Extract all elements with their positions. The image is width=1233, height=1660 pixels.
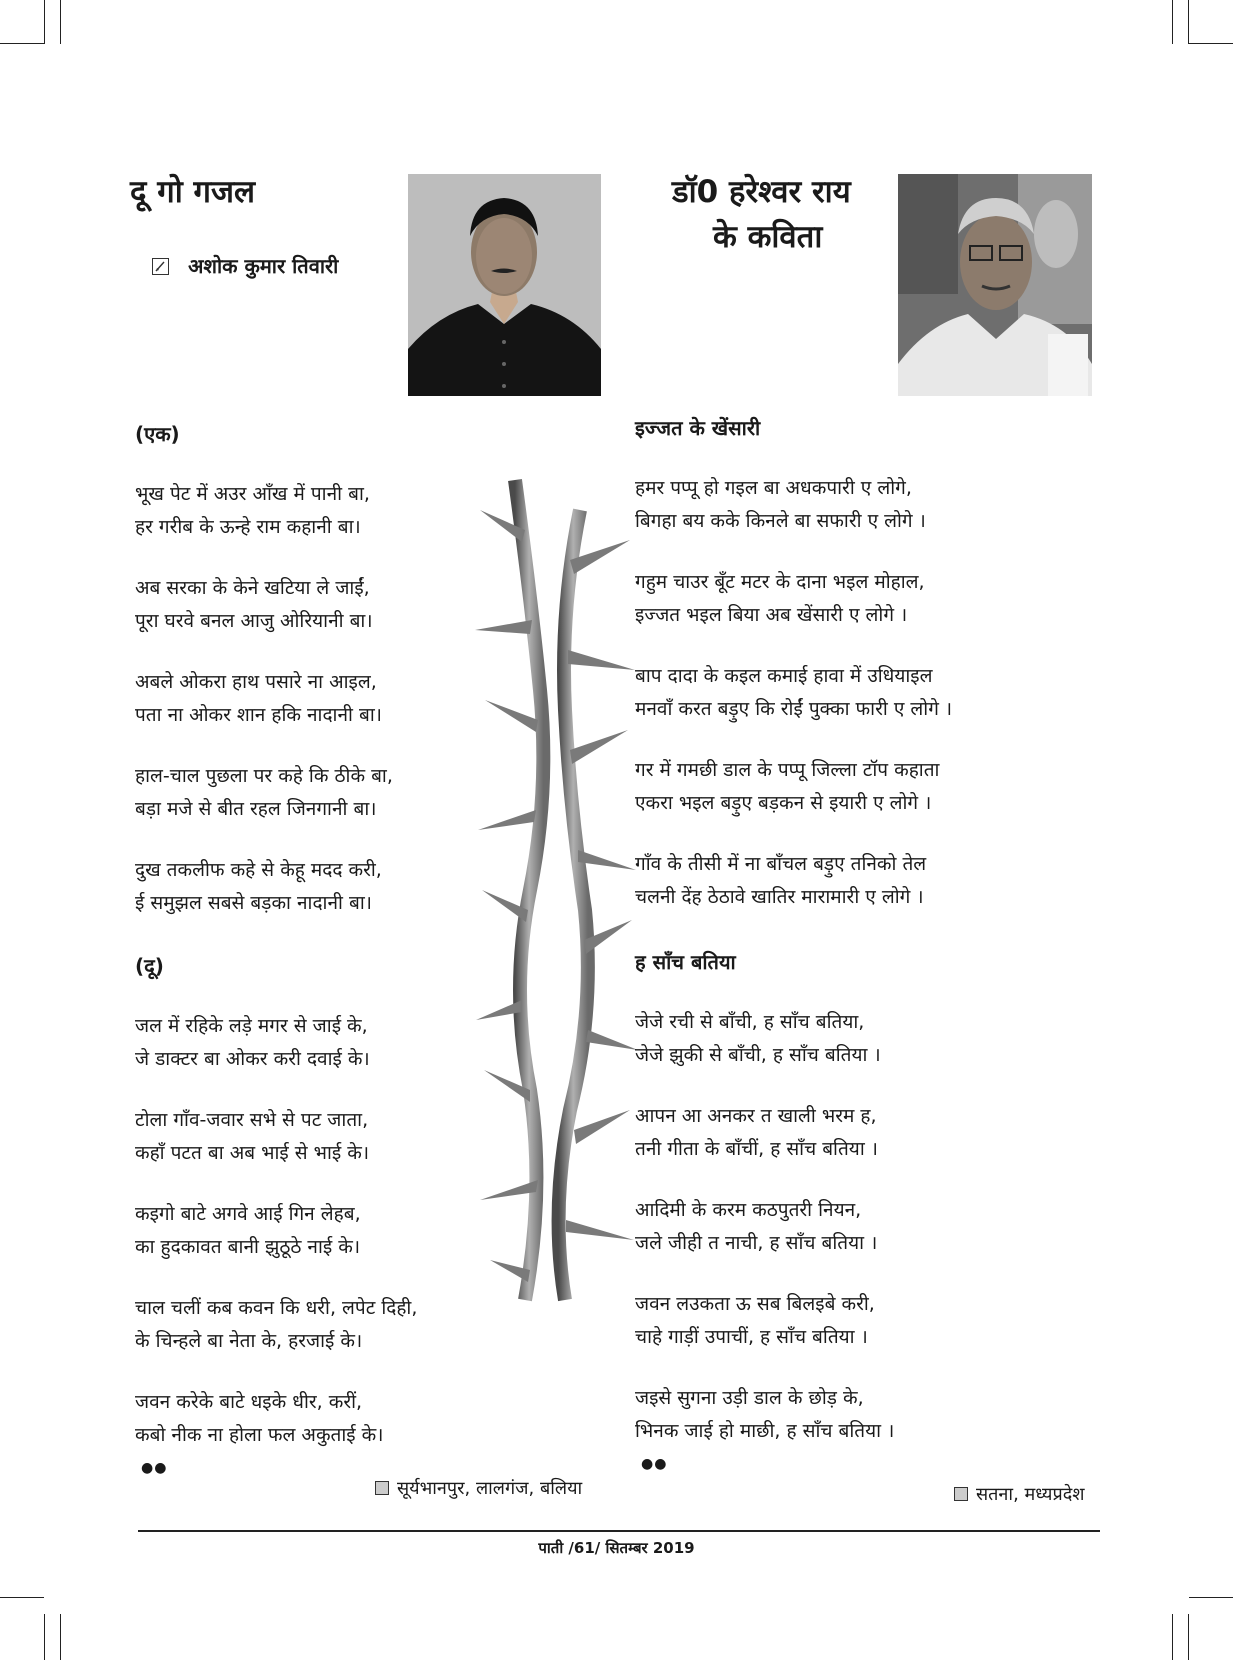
left-section2-label: (दू) (135, 954, 164, 978)
left-stanza (135, 1104, 369, 1170)
left-stanza (135, 572, 373, 638)
footer-rule (138, 1530, 1100, 1532)
verse-line-last (135, 1419, 383, 1485)
left-stanza (135, 1386, 383, 1485)
verse-line: कहाँ पटत बा अब भाई से भाई के। (135, 1142, 370, 1164)
left-author-photo (408, 174, 601, 396)
verse-line: चाल चलीं कब कवन कि धरी, लपेट दिही, (135, 1297, 418, 1319)
poem1-title: इज्जत के खेंसारी (635, 416, 761, 440)
right-title-line1: डॉ0 हरेश्वर राय (672, 174, 851, 210)
right-stanza (635, 1006, 881, 1072)
left-stanza (135, 1010, 370, 1076)
verse-line: जवन लउकता ऊ सब बिलइबे करी, (635, 1293, 875, 1315)
verse-line: का हुदकावत बानी झुठूठे नाई के। (135, 1236, 361, 1258)
left-stanza (135, 760, 393, 826)
verse-line: जल में रहिके लड़े मगर से जाई के, (135, 1015, 368, 1037)
right-stanza (635, 1194, 877, 1260)
verse-line: अबले ओकरा हाथ पसारे ना आइल, (135, 671, 377, 693)
pen-icon (152, 258, 169, 275)
poem2-title: ह साँच बतिया (635, 950, 736, 974)
left-place-text: सूर्यभानपुर, लालगंज, बलिया (397, 1478, 583, 1499)
left-title: दू गो गजल (130, 174, 256, 210)
left-author: अशोक कुमार तिवारी (188, 254, 339, 278)
left-section1-label: (एक) (135, 422, 180, 446)
verse-line: गाँव के तीसी में ना बाँचल बड़ुए तनिको तेल (635, 853, 927, 875)
verse-line: आपन आ अनकर त खाली भरम ह, (635, 1105, 877, 1127)
verse-line: जेजे रची से बाँची, ह साँच बतिया, (635, 1011, 865, 1033)
verse-line: जवन करेके बाटे धइके धीर, करीं, (135, 1391, 363, 1413)
verse-line: ई समुझल सबसे बड़का नादानी बा। (135, 892, 372, 914)
verse-line: बिगहा बय कके किनले बा सफारी ए लोगे । (635, 510, 926, 532)
left-stanza (135, 1198, 361, 1264)
end-mark: ●● (641, 1456, 668, 1472)
verse-line: भूख पेट में अउर आँख में पानी बा, (135, 483, 370, 505)
verse-line: जइसे सुगना उड़ी डाल के छोड़ के, (635, 1387, 864, 1409)
right-stanza (635, 1288, 875, 1354)
right-place (954, 1482, 1085, 1506)
verse-line: जेजे झुकी से बाँची, ह साँच बतिया । (635, 1044, 881, 1066)
verse-line: बड़ा मजे से बीत रहल जिनगानी बा। (135, 798, 377, 820)
verse-line: एकरा भइल बड़ुए बड़कन से इयारी ए लोगे । (635, 792, 932, 814)
right-stanza (635, 472, 926, 538)
verse-line: आदिमी के करम कठपुतरी नियन, (635, 1199, 862, 1221)
right-author-photo (898, 174, 1092, 396)
verse-line: जले जीही त नाची, ह साँच बतिया । (635, 1232, 878, 1254)
page-footer: पाती /61/ सितम्बर 2019 (538, 1539, 695, 1557)
verse-line: मनवाँ करत बड़ुए कि रोईं पुक्का फारी ए लोगे । (635, 698, 953, 720)
left-stanza (135, 666, 382, 732)
right-title-line2: के कविता (713, 219, 823, 255)
verse-line: हाल-चाल पुछला पर कहे कि ठीके बा, (135, 765, 393, 787)
right-stanza (635, 1100, 878, 1166)
verse-line: के चिन्हले बा नेता के, हरजाई के। (135, 1330, 363, 1352)
left-stanza (135, 854, 382, 920)
verse-line: जे डाक्टर बा ओकर करी दवाई के। (135, 1048, 370, 1070)
verse-line: हमर पप्पू हो गइल बा अधकपारी ए लोगे, (635, 477, 912, 499)
verse-line: कबो नीक ना होला फल अकुताई के। (135, 1424, 384, 1446)
verse-line: बाप दादा के कइल कमाई हावा में उधियाइल (635, 665, 933, 687)
verse-line: पूरा घरवे बनल आजु ओरियानी बा। (135, 610, 373, 632)
verse-line: कइगो बाटे अगवे आई गिन लेहब, (135, 1203, 361, 1225)
left-author-line (152, 252, 338, 279)
verse-line: तनी गीता के बाँचीं, ह साँच बतिया । (635, 1138, 878, 1160)
right-place-text: सतना, मध्यप्रदेश (976, 1484, 1085, 1505)
verse-line: भिनक जाई हो माछी, ह साँच बतिया । (635, 1420, 895, 1442)
verse-line: गहुम चाउर बूँट मटर के दाना भइल मोहाल, (635, 571, 925, 593)
right-stanza (635, 660, 952, 726)
end-mark: ●● (141, 1460, 168, 1476)
left-stanza (135, 478, 370, 544)
verse-line: दुख तकलीफ कहे से केहू मदद करी, (135, 859, 382, 881)
thorn-vine-decoration (470, 470, 640, 1310)
bullet-square-icon (375, 1481, 389, 1495)
verse-line: अब सरका के केने खटिया ले जाईं, (135, 577, 370, 599)
left-place (375, 1476, 582, 1500)
verse-line: चाहे गाड़ीं उपाचीं, ह साँच बतिया । (635, 1326, 868, 1348)
verse-line: टोला गाँव-जवार सभे से पट जाता, (135, 1109, 369, 1131)
verse-line: चलनी देंह ठेठावे खातिर मारामारी ए लोगे । (635, 886, 924, 908)
right-stanza (635, 566, 925, 632)
right-stanza (635, 1382, 894, 1481)
verse-line: इज्जत भइल बिया अब खेंसारी ए लोगे । (635, 604, 908, 626)
left-stanza (135, 1292, 417, 1358)
verse-line-last (635, 1415, 894, 1481)
verse-line: पता ना ओकर शान हकि नादानी बा। (135, 704, 382, 726)
right-stanza (635, 848, 926, 914)
verse-line: हर गरीब के ऊन्हे राम कहानी बा। (135, 516, 361, 538)
verse-line: गर में गमछी डाल के पप्पू जिल्ला टॉप कहाता (635, 759, 940, 781)
right-stanza (635, 754, 939, 820)
bullet-square-icon (954, 1487, 968, 1501)
